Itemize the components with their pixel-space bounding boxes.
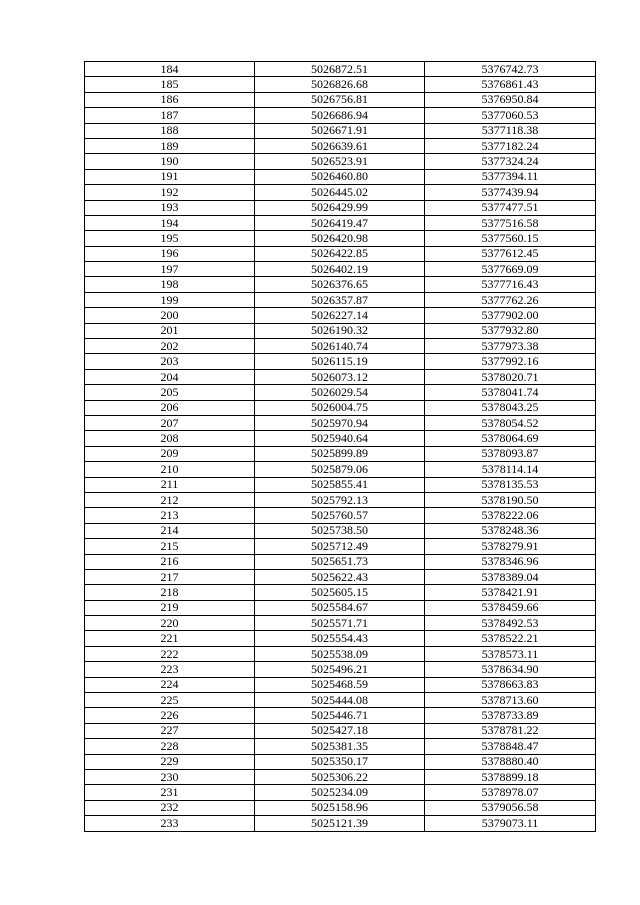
x-coordinate-cell: 5025584.67 (255, 600, 425, 615)
table-row (85, 292, 596, 307)
y-coordinate-cell: 5377669.09 (425, 262, 596, 277)
x-coordinate-cell: 5026419.47 (255, 215, 425, 230)
point-number-cell: 205 (85, 385, 255, 400)
point-number-cell: 226 (85, 708, 255, 723)
table-row (85, 508, 596, 523)
x-coordinate-cell: 5026227.14 (255, 308, 425, 323)
point-number-cell: 216 (85, 554, 255, 569)
x-coordinate-cell: 5025446.71 (255, 708, 425, 723)
point-number-cell: 209 (85, 446, 255, 461)
x-coordinate-cell: 5025940.64 (255, 431, 425, 446)
y-coordinate-cell: 5378573.11 (425, 646, 596, 661)
table-row (85, 739, 596, 754)
point-number-cell: 202 (85, 339, 255, 354)
table-row (85, 769, 596, 784)
y-coordinate-cell: 5378190.50 (425, 492, 596, 507)
point-number-cell: 223 (85, 662, 255, 677)
table-row (85, 662, 596, 677)
y-coordinate-cell: 5378043.25 (425, 400, 596, 415)
x-coordinate-cell: 5025381.35 (255, 739, 425, 754)
point-number-cell: 230 (85, 769, 255, 784)
point-number-cell: 196 (85, 246, 255, 261)
table-row (85, 277, 596, 292)
table-row (85, 123, 596, 138)
x-coordinate-cell: 5025554.43 (255, 631, 425, 646)
table-row (85, 354, 596, 369)
x-coordinate-cell: 5026357.87 (255, 292, 425, 307)
table-row (85, 108, 596, 123)
x-coordinate-cell: 5025712.49 (255, 539, 425, 554)
x-coordinate-cell: 5025899.89 (255, 446, 425, 461)
point-number-cell: 194 (85, 215, 255, 230)
y-coordinate-cell: 5378733.89 (425, 708, 596, 723)
table-row (85, 462, 596, 477)
y-coordinate-cell: 5378346.96 (425, 554, 596, 569)
point-number-cell: 189 (85, 138, 255, 153)
table-row (85, 154, 596, 169)
point-number-cell: 212 (85, 492, 255, 507)
table-row (85, 308, 596, 323)
table-row (85, 569, 596, 584)
table-row (85, 523, 596, 538)
table-row (85, 62, 596, 77)
table-row (85, 446, 596, 461)
point-number-cell: 218 (85, 585, 255, 600)
y-coordinate-cell: 5377973.38 (425, 339, 596, 354)
point-number-cell: 227 (85, 723, 255, 738)
y-coordinate-cell: 5378248.36 (425, 523, 596, 538)
x-coordinate-cell: 5025738.50 (255, 523, 425, 538)
x-coordinate-cell: 5026402.19 (255, 262, 425, 277)
table-row (85, 400, 596, 415)
point-number-cell: 215 (85, 539, 255, 554)
y-coordinate-cell: 5377716.43 (425, 277, 596, 292)
table-row (85, 369, 596, 384)
point-number-cell: 206 (85, 400, 255, 415)
y-coordinate-cell: 5378064.69 (425, 431, 596, 446)
point-number-cell: 214 (85, 523, 255, 538)
y-coordinate-cell: 5378899.18 (425, 769, 596, 784)
y-coordinate-cell: 5377992.16 (425, 354, 596, 369)
table-row (85, 816, 596, 831)
y-coordinate-cell: 5378492.53 (425, 616, 596, 631)
y-coordinate-cell: 5378421.91 (425, 585, 596, 600)
table-row (85, 200, 596, 215)
point-number-cell: 188 (85, 123, 255, 138)
point-number-cell: 200 (85, 308, 255, 323)
x-coordinate-cell: 5025444.08 (255, 693, 425, 708)
y-coordinate-cell: 5376950.84 (425, 92, 596, 107)
point-number-cell: 184 (85, 62, 255, 77)
table-row (85, 800, 596, 815)
point-number-cell: 210 (85, 462, 255, 477)
x-coordinate-cell: 5025306.22 (255, 769, 425, 784)
x-coordinate-cell: 5026756.81 (255, 92, 425, 107)
y-coordinate-cell: 5378222.06 (425, 508, 596, 523)
y-coordinate-cell: 5376861.43 (425, 77, 596, 92)
y-coordinate-cell: 5378522.21 (425, 631, 596, 646)
y-coordinate-cell: 5377060.53 (425, 108, 596, 123)
table-row (85, 723, 596, 738)
y-coordinate-cell: 5379073.11 (425, 816, 596, 831)
point-number-cell: 208 (85, 431, 255, 446)
y-coordinate-cell: 5378781.22 (425, 723, 596, 738)
table-row (85, 693, 596, 708)
y-coordinate-cell: 5378713.60 (425, 693, 596, 708)
x-coordinate-cell: 5026004.75 (255, 400, 425, 415)
point-number-cell: 192 (85, 185, 255, 200)
point-number-cell: 221 (85, 631, 255, 646)
point-number-cell: 207 (85, 415, 255, 430)
y-coordinate-cell: 5377118.38 (425, 123, 596, 138)
x-coordinate-cell: 5026826.68 (255, 77, 425, 92)
y-coordinate-cell: 5377439.94 (425, 185, 596, 200)
point-number-cell: 220 (85, 616, 255, 631)
y-coordinate-cell: 5377902.00 (425, 308, 596, 323)
x-coordinate-cell: 5025496.21 (255, 662, 425, 677)
point-number-cell: 232 (85, 800, 255, 815)
y-coordinate-cell: 5377516.58 (425, 215, 596, 230)
point-number-cell: 201 (85, 323, 255, 338)
x-coordinate-cell: 5026190.32 (255, 323, 425, 338)
table-row (85, 231, 596, 246)
point-number-cell: 224 (85, 677, 255, 692)
x-coordinate-cell: 5026639.61 (255, 138, 425, 153)
y-coordinate-cell: 5378880.40 (425, 754, 596, 769)
point-number-cell: 204 (85, 369, 255, 384)
y-coordinate-cell: 5377560.15 (425, 231, 596, 246)
table-row (85, 631, 596, 646)
table-row (85, 185, 596, 200)
table-row (85, 323, 596, 338)
y-coordinate-cell: 5377394.11 (425, 169, 596, 184)
table-row (85, 92, 596, 107)
y-coordinate-cell: 5378114.14 (425, 462, 596, 477)
y-coordinate-cell: 5378041.74 (425, 385, 596, 400)
x-coordinate-cell: 5025571.71 (255, 616, 425, 631)
x-coordinate-cell: 5025234.09 (255, 785, 425, 800)
x-coordinate-cell: 5025879.06 (255, 462, 425, 477)
table-row (85, 138, 596, 153)
x-coordinate-cell: 5026671.91 (255, 123, 425, 138)
x-coordinate-cell: 5025538.09 (255, 646, 425, 661)
table-row (85, 77, 596, 92)
y-coordinate-cell: 5378135.53 (425, 477, 596, 492)
point-number-cell: 203 (85, 354, 255, 369)
point-number-cell: 185 (85, 77, 255, 92)
y-coordinate-cell: 5378054.52 (425, 415, 596, 430)
table-row (85, 616, 596, 631)
table-row (85, 539, 596, 554)
x-coordinate-cell: 5025792.13 (255, 492, 425, 507)
y-coordinate-cell: 5378459.66 (425, 600, 596, 615)
table-row (85, 785, 596, 800)
point-number-cell: 211 (85, 477, 255, 492)
x-coordinate-cell: 5026422.85 (255, 246, 425, 261)
point-number-cell: 213 (85, 508, 255, 523)
y-coordinate-cell: 5377182.24 (425, 138, 596, 153)
table-row (85, 600, 596, 615)
point-number-cell: 225 (85, 693, 255, 708)
table-row (85, 215, 596, 230)
y-coordinate-cell: 5379056.58 (425, 800, 596, 815)
point-number-cell: 186 (85, 92, 255, 107)
x-coordinate-cell: 5026429.99 (255, 200, 425, 215)
table-row (85, 708, 596, 723)
y-coordinate-cell: 5378279.91 (425, 539, 596, 554)
table-row (85, 339, 596, 354)
x-coordinate-cell: 5025970.94 (255, 415, 425, 430)
x-coordinate-cell: 5025468.59 (255, 677, 425, 692)
x-coordinate-cell: 5026420.98 (255, 231, 425, 246)
point-number-cell: 222 (85, 646, 255, 661)
y-coordinate-cell: 5378978.07 (425, 785, 596, 800)
point-number-cell: 231 (85, 785, 255, 800)
table-row (85, 415, 596, 430)
x-coordinate-cell: 5026872.51 (255, 62, 425, 77)
table-row (85, 246, 596, 261)
table-row (85, 169, 596, 184)
y-coordinate-cell: 5378848.47 (425, 739, 596, 754)
y-coordinate-cell: 5377612.45 (425, 246, 596, 261)
x-coordinate-cell: 5025760.57 (255, 508, 425, 523)
y-coordinate-cell: 5378634.90 (425, 662, 596, 677)
y-coordinate-cell: 5378020.71 (425, 369, 596, 384)
y-coordinate-cell: 5377324.24 (425, 154, 596, 169)
point-number-cell: 228 (85, 739, 255, 754)
y-coordinate-cell: 5376742.73 (425, 62, 596, 77)
y-coordinate-cell: 5378663.83 (425, 677, 596, 692)
point-number-cell: 199 (85, 292, 255, 307)
x-coordinate-cell: 5026029.54 (255, 385, 425, 400)
x-coordinate-cell: 5026523.91 (255, 154, 425, 169)
x-coordinate-cell: 5025350.17 (255, 754, 425, 769)
y-coordinate-cell: 5377477.51 (425, 200, 596, 215)
table-row (85, 492, 596, 507)
point-number-cell: 187 (85, 108, 255, 123)
point-number-cell: 195 (85, 231, 255, 246)
x-coordinate-cell: 5026460.80 (255, 169, 425, 184)
coordinates-table (84, 61, 596, 832)
point-number-cell: 193 (85, 200, 255, 215)
table-row (85, 477, 596, 492)
table-row (85, 585, 596, 600)
point-number-cell: 190 (85, 154, 255, 169)
x-coordinate-cell: 5026686.94 (255, 108, 425, 123)
coordinates-table-body (85, 62, 596, 832)
point-number-cell: 233 (85, 816, 255, 831)
point-number-cell: 229 (85, 754, 255, 769)
table-row (85, 677, 596, 692)
x-coordinate-cell: 5025651.73 (255, 554, 425, 569)
x-coordinate-cell: 5025605.15 (255, 585, 425, 600)
x-coordinate-cell: 5025427.18 (255, 723, 425, 738)
table-row (85, 554, 596, 569)
x-coordinate-cell: 5025158.96 (255, 800, 425, 815)
table-row (85, 262, 596, 277)
x-coordinate-cell: 5026445.02 (255, 185, 425, 200)
point-number-cell: 198 (85, 277, 255, 292)
x-coordinate-cell: 5026140.74 (255, 339, 425, 354)
x-coordinate-cell: 5025622.43 (255, 569, 425, 584)
y-coordinate-cell: 5378093.87 (425, 446, 596, 461)
point-number-cell: 219 (85, 600, 255, 615)
table-row (85, 385, 596, 400)
x-coordinate-cell: 5025121.39 (255, 816, 425, 831)
y-coordinate-cell: 5377932.80 (425, 323, 596, 338)
x-coordinate-cell: 5025855.41 (255, 477, 425, 492)
table-row (85, 754, 596, 769)
x-coordinate-cell: 5026073.12 (255, 369, 425, 384)
table-row (85, 646, 596, 661)
point-number-cell: 217 (85, 569, 255, 584)
y-coordinate-cell: 5378389.04 (425, 569, 596, 584)
x-coordinate-cell: 5026115.19 (255, 354, 425, 369)
point-number-cell: 197 (85, 262, 255, 277)
point-number-cell: 191 (85, 169, 255, 184)
x-coordinate-cell: 5026376.65 (255, 277, 425, 292)
table-row (85, 431, 596, 446)
y-coordinate-cell: 5377762.26 (425, 292, 596, 307)
